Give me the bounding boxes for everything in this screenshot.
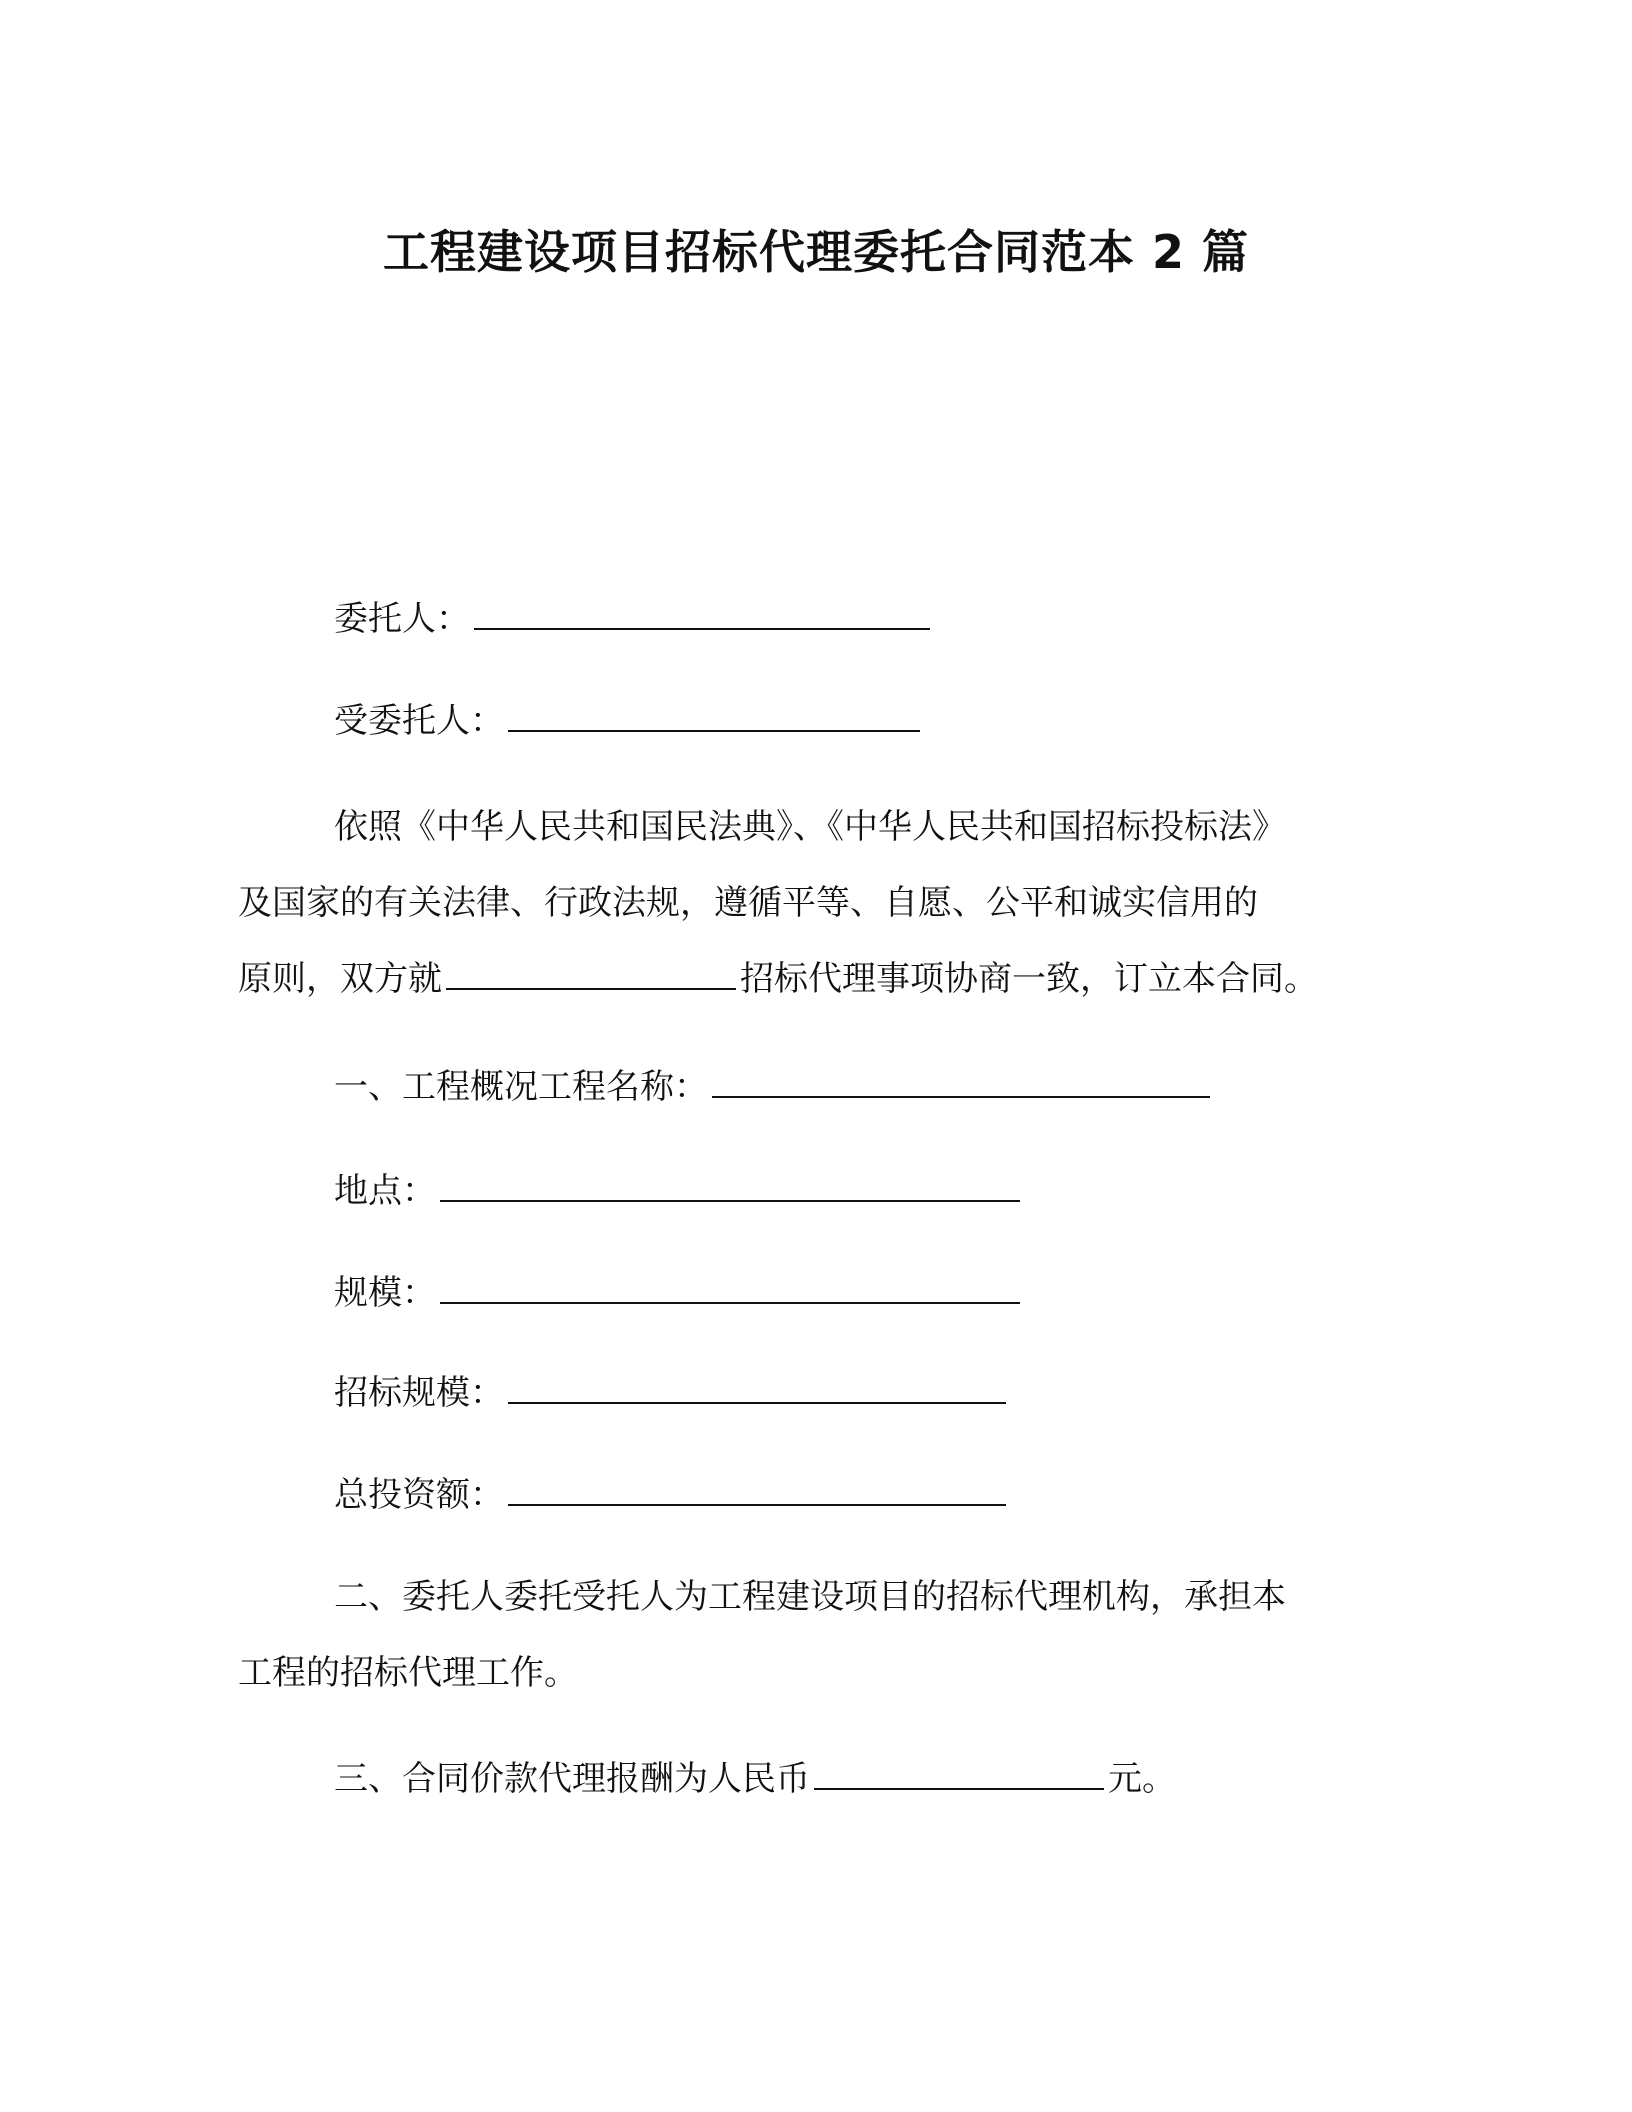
scale-blank <box>440 1270 1020 1304</box>
agent-blank <box>508 698 920 732</box>
section1-project-name-line <box>334 1064 1214 1110</box>
fee-amount-blank <box>814 1756 1104 1790</box>
intro-line-3-prefix: 原则，双方就 <box>238 959 442 999</box>
client-line <box>334 596 934 642</box>
section3-line <box>334 1756 1176 1802</box>
project-name-field-blank <box>712 1064 1210 1098</box>
agent-line <box>334 698 924 744</box>
intro-line-2: 及国家的有关法律、行政法规，遵循平等、自愿、公平和诚实信用的 <box>238 883 1258 923</box>
intro-line-3-suffix: 招标代理事项协商一致，订立本合同。 <box>740 959 1318 999</box>
section1-label: 一、工程概况工程名称： <box>334 1067 708 1107</box>
section2-line-2: 工程的招标代理工作。 <box>238 1653 578 1693</box>
scale-label: 规模： <box>334 1273 436 1313</box>
intro-line-1: 依照《中华人民共和国民法典》、《中华人民共和国招标投标法》 <box>334 807 1286 847</box>
client-blank <box>474 596 930 630</box>
section3-prefix: 三、合同价款代理报酬为人民币 <box>334 1759 810 1799</box>
project-name-blank <box>446 956 736 990</box>
scale-line <box>334 1270 1024 1316</box>
bid-scale-label: 招标规模： <box>334 1373 504 1413</box>
total-investment-label: 总投资额： <box>334 1475 504 1515</box>
intro-line-3 <box>238 956 1318 1002</box>
location-label: 地点： <box>334 1171 436 1211</box>
location-blank <box>440 1168 1020 1202</box>
agent-label: 受委托人： <box>334 701 504 741</box>
total-investment-blank <box>508 1472 1006 1506</box>
section2-line-1: 二、委托人委托受托人为工程建设项目的招标代理机构，承担本 <box>334 1577 1286 1617</box>
document-title: 工程建设项目招标代理委托合同范本 2 篇 <box>382 225 1250 279</box>
total-investment-line <box>334 1472 1010 1518</box>
bid-scale-line <box>334 1370 1010 1416</box>
location-line <box>334 1168 1024 1214</box>
bid-scale-blank <box>508 1370 1006 1404</box>
section3-suffix: 元。 <box>1108 1759 1176 1799</box>
client-label: 委托人： <box>334 599 470 639</box>
